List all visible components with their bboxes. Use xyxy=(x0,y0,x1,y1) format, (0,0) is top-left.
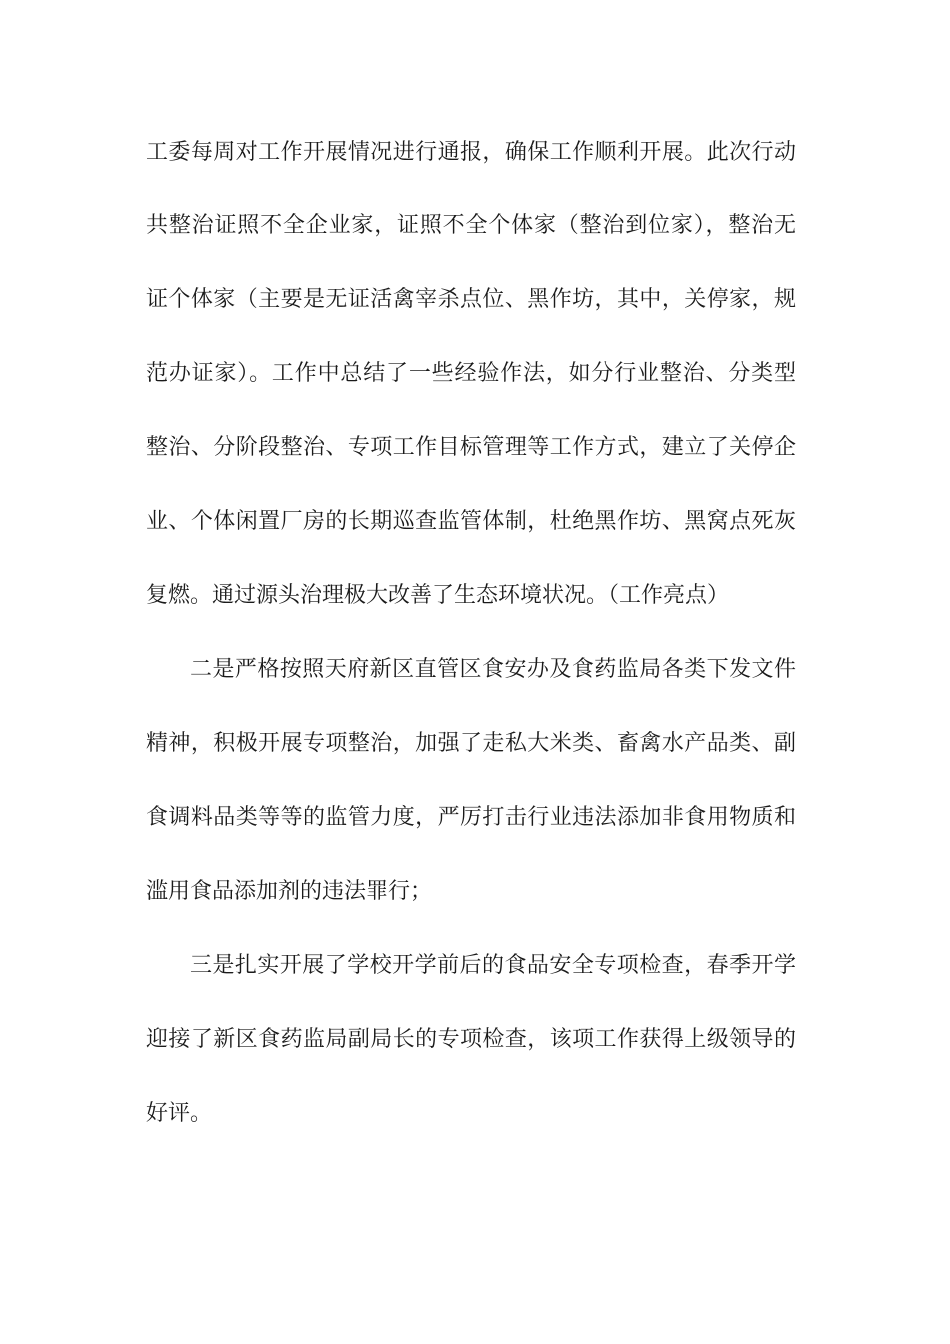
paragraph-line: 范办证家）。工作中总结了一些经验作法，如分行业整治、分类型 xyxy=(146,361,796,386)
paragraph-line: 业、个体闲置厂房的长期巡查监管体制，杜绝黑作坊、黑窝点死灰 xyxy=(146,509,796,534)
paragraph-line: 迎接了新区食药监局副局长的专项检查，该项工作获得上级领导的 xyxy=(146,1027,796,1052)
paragraph-line: 食调料品类等等的监管力度，严厉打击行业违法添加非食用物质和 xyxy=(146,805,796,830)
paragraph-line: 二是严格按照天府新区直管区食安办及食药监局各类下发文件 xyxy=(190,657,796,682)
paragraph-line: 共整治证照不全企业家，证照不全个体家（整治到位家），整治无 xyxy=(146,213,796,238)
paragraph-line: 整治、分阶段整治、专项工作目标管理等工作方式，建立了关停企 xyxy=(146,435,796,460)
paragraph-line: 证个体家（主要是无证活禽宰杀点位、黑作坊，其中，关停家，规 xyxy=(146,287,796,312)
paragraph-line: 滥用食品添加剂的违法罪行； xyxy=(146,879,433,904)
paragraph-line: 好评。 xyxy=(146,1101,213,1126)
paragraph-line: 工委每周对工作开展情况进行通报，确保工作顺利开展。此次行动 xyxy=(146,140,796,165)
paragraph-line: 复燃。通过源头治理极大改善了生态环境状况。（工作亮点） xyxy=(146,583,730,608)
paragraph-line: 精神，积极开展专项整治，加强了走私大米类、畜禽水产品类、副 xyxy=(146,731,796,756)
paragraph-line: 三是扎实开展了学校开学前后的食品安全专项检查，春季开学 xyxy=(190,953,796,978)
